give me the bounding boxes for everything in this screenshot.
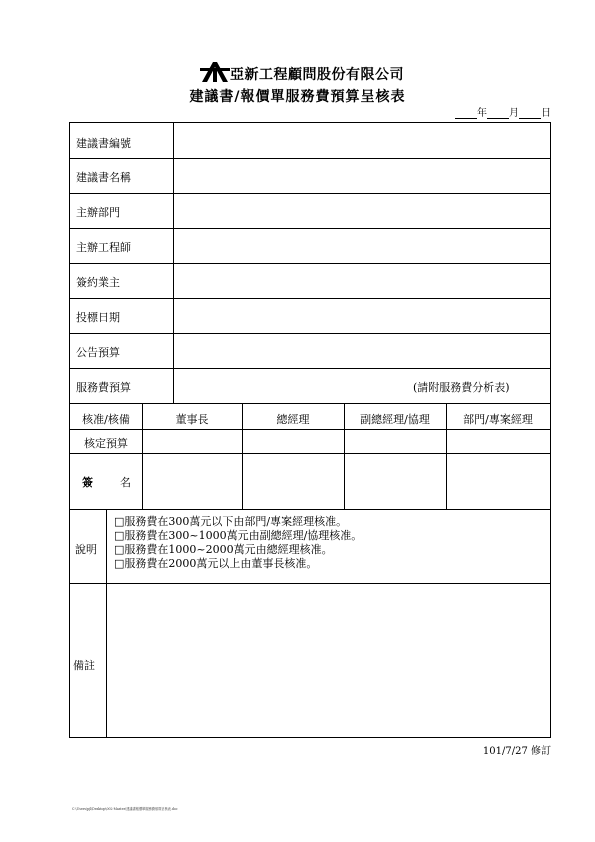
- month-blank[interactable]: [487, 108, 509, 119]
- field-label-bid-date: 投標日期: [76, 311, 120, 324]
- field-label-proposal-number: 建議書編號: [76, 137, 131, 150]
- field-input-proposal-name[interactable]: [174, 159, 550, 193]
- approved-budget-label: 核定預算: [84, 437, 128, 450]
- company-logo: [200, 60, 230, 84]
- note-item[interactable]: □服務費在2000萬元以上由董事長核准。: [114, 557, 318, 570]
- field-input-proposal-number[interactable]: [174, 123, 550, 158]
- revision-date: 101/7/27 修訂: [482, 746, 551, 757]
- field-input-engineer[interactable]: [174, 229, 550, 263]
- month-label: 月: [509, 108, 519, 119]
- col-chairman: 董事長: [175, 413, 209, 426]
- signature-label-2: 名: [120, 476, 131, 489]
- col-general-manager: 總經理: [276, 413, 310, 426]
- day-label: 日: [541, 108, 551, 119]
- company-name: 亞新工程顧問股份有限公司: [230, 67, 404, 83]
- budget-cell-general-manager[interactable]: [243, 430, 344, 453]
- field-label-announced-budget: 公告預算: [76, 346, 120, 359]
- signature-cell-chairman[interactable]: [143, 454, 242, 509]
- field-label-client: 簽約業主: [76, 276, 120, 289]
- budget-cell-chairman[interactable]: [143, 430, 242, 453]
- signature-label-1: 簽: [82, 476, 93, 489]
- notes-label: 說明: [75, 543, 97, 556]
- year-blank[interactable]: [455, 108, 477, 119]
- field-label-engineer: 主辦工程師: [76, 241, 131, 254]
- field-input-client[interactable]: [174, 264, 550, 298]
- file-path: C:\Users\pjl\Desktop\002-Master\建議書報價單服務費預算呈核表.doc: [72, 807, 178, 811]
- field-label-service-fee-budget: 服務費預算: [76, 381, 131, 394]
- notes-list: [114, 515, 362, 571]
- field-input-department[interactable]: [174, 194, 550, 228]
- approval-header-label: 核准/核備: [82, 413, 130, 426]
- signature-cell-department[interactable]: [447, 454, 550, 509]
- form-title: 建議書/報價單服務費預算呈核表: [189, 89, 406, 105]
- field-label-department: 主辦部門: [76, 206, 120, 219]
- row-divider: [70, 509, 550, 510]
- remarks-input[interactable]: [107, 584, 550, 736]
- field-input-announced-budget[interactable]: [174, 334, 550, 368]
- col-deputy-general-manager: 副總經理/協理: [360, 413, 430, 426]
- note-item[interactable]: □服務費在1000~2000萬元由總經理核准。: [114, 543, 333, 556]
- note-item[interactable]: □服務費在300~1000萬元由副總經理/協理核准。: [114, 529, 363, 542]
- year-label: 年: [477, 108, 487, 119]
- budget-cell-deputy[interactable]: [345, 430, 446, 453]
- signature-cell-deputy[interactable]: [345, 454, 446, 509]
- field-label-proposal-name: 建議書名稱: [76, 171, 131, 184]
- day-blank[interactable]: [519, 108, 541, 119]
- remarks-label: 備註: [73, 659, 95, 672]
- signature-cell-general-manager[interactable]: [243, 454, 344, 509]
- form-table: [69, 122, 551, 738]
- col-department-manager: 部門/專案經理: [463, 413, 533, 426]
- date-line: [455, 104, 551, 119]
- note-item[interactable]: □服務費在300萬元以下由部門/專案經理核准。: [114, 515, 348, 528]
- field-input-bid-date[interactable]: [174, 299, 550, 333]
- service-fee-note: (請附服務費分析表): [413, 381, 510, 394]
- budget-cell-department[interactable]: [447, 430, 550, 453]
